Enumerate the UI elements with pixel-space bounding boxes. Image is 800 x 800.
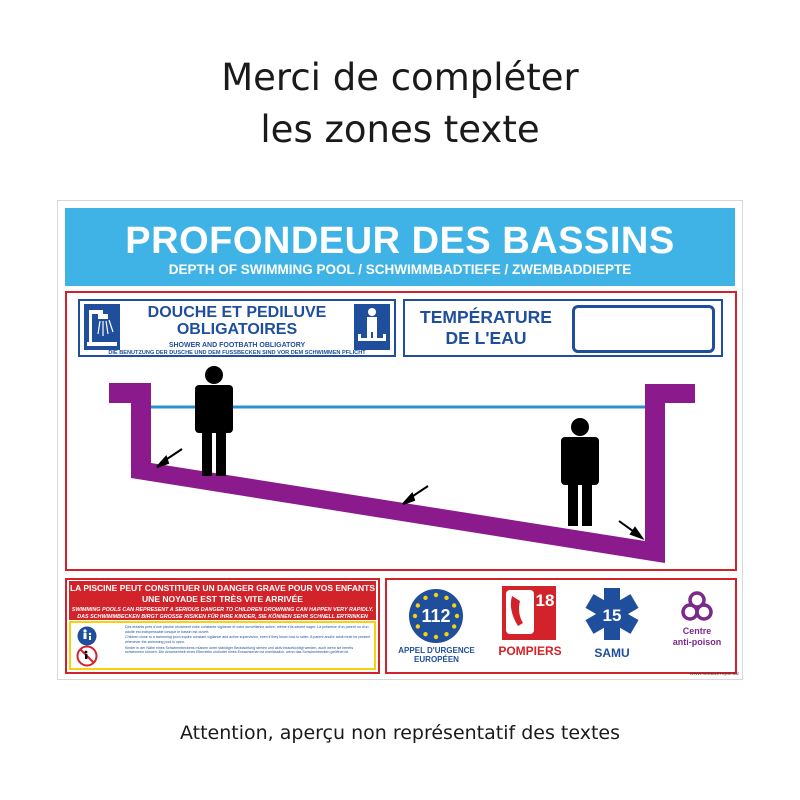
child-safety-warning: [65, 578, 380, 674]
anti-poison-label-2: anti-poison: [672, 637, 722, 647]
pool-depth-sign: [57, 200, 743, 680]
firefighter-phone-icon: [502, 586, 556, 640]
warning-english: SWIMMING POOLS CAN REPRESENT A SERIOUS DANGER TO CHILDREN DROWNING CAN HAPPEN VERY RAPIDLY.: [71, 607, 374, 613]
caption-line-2: les zones texte: [260, 108, 540, 151]
pompiers-label: POMPIERS: [498, 644, 562, 658]
depth-arrow-deep: [619, 521, 642, 538]
samu-star-of-life-icon: [585, 586, 639, 642]
preview-disclaimer: Attention, aperçu non représentatif des textes: [179, 722, 620, 744]
instruction-caption: [0, 52, 800, 156]
caption-line-1: Merci de compléter: [221, 56, 579, 99]
emergency-112-label-2: EUROPÉEN: [414, 655, 459, 664]
anti-poison-icon: [680, 590, 714, 624]
warning-german: DAS SCHWIMMBECKEN BIRGT GROSSE RISIKEN FÜR IHRE KINDER, SIE KÖNNEN SEHR SCHNELL ERTRINKEN: [77, 614, 368, 620]
emergency-112-label: [389, 646, 484, 664]
shower-title-2: OBLIGATOIRES: [176, 321, 298, 338]
emergency-112-label-1: APPEL D'URGENCE: [398, 646, 475, 655]
shower-german: DIE BENUTZUNG DER DUSCHE UND DEM FUSSBECKEN SIND VOR DEM SCHWIMMEN PFLICHT: [108, 350, 366, 356]
samu-number: 15: [602, 606, 622, 625]
adult-figure-shallow: [195, 366, 233, 476]
warning-body-de: Kinder in der Nähe eines Schwimmbeckens müssen unter ständiger Beobachtung stehen und aktiv beaufsichtigt werden, auch wenn sie bereits schwimmen können. Die Anwesenheit eines Elternteils und/oder eines Erwachsenen ist unerlässlich, wenn das Schwimmbecken geöffnet ist.: [125, 645, 354, 655]
eu-star: [434, 593, 438, 597]
eu-star: [413, 614, 417, 618]
sign-title: PROFONDEUR DES BASSINS: [125, 220, 675, 262]
warning-body-en: Children close to a swimming pool require constant vigilance and active supervision, even if they know how to swim. A parent and/or adult must be present whenever the swimming pool is open.: [125, 635, 371, 644]
warning-text: [125, 625, 371, 656]
shower-english: SHOWER AND FOOTBATH OBLIGATORY: [168, 342, 306, 349]
eu-star: [434, 635, 438, 639]
depth-arrow-shallow: [157, 449, 182, 467]
anti-poison-label-1: Centre: [682, 626, 712, 636]
warning-body: [69, 621, 376, 670]
shower-title-1: DOUCHE ET PEDILUVE: [147, 304, 327, 321]
eu-star: [452, 624, 456, 628]
eu-star: [416, 624, 420, 628]
emergency-numbers: [385, 578, 740, 676]
eu-star: [444, 632, 448, 636]
eu-star: [423, 596, 427, 600]
eu-star: [416, 603, 420, 607]
pompiers-number: 18: [535, 591, 555, 610]
eu-stars-icon: [408, 588, 464, 644]
depth-arrow-middle: [403, 486, 428, 504]
warning-body-fr: Des enfants près d'une piscine réclament votre constante vigilance et votre surveillance active, même s'ils savent nager. La présence d'un parent ou d'un adulte est indispensable lorsque le bassin est ouvert.: [125, 625, 369, 634]
emergency-112-number: 112: [421, 606, 451, 626]
temperature-label-2: DE L'EAU: [445, 328, 527, 348]
samu-label: SAMU: [594, 646, 630, 660]
child-supervision-icons: [75, 625, 119, 667]
website-url: WWW.SIGNALETIQUE.BIZ: [690, 671, 740, 676]
eu-star: [423, 632, 427, 636]
adult-figure-deep: [561, 418, 599, 526]
warning-header: [69, 581, 376, 620]
warning-title-2: UNE NOYADE EST TRÈS VITE ARRIVÉE: [142, 594, 303, 604]
eu-star: [452, 603, 456, 607]
sign-subtitle: DEPTH OF SWIMMING POOL / SCHWIMMBADTIEFE / ZWEMBADDIEPTE: [168, 262, 632, 277]
warning-title-1: LA PISCINE PEUT CONSTITUER UN DANGER GRAVE POUR VOS ENFANTS: [69, 583, 376, 593]
eu-star: [455, 614, 459, 618]
eu-star: [444, 596, 448, 600]
anti-poison-label: [659, 626, 735, 648]
temperature-label-1: TEMPÉRATURE: [420, 307, 552, 327]
